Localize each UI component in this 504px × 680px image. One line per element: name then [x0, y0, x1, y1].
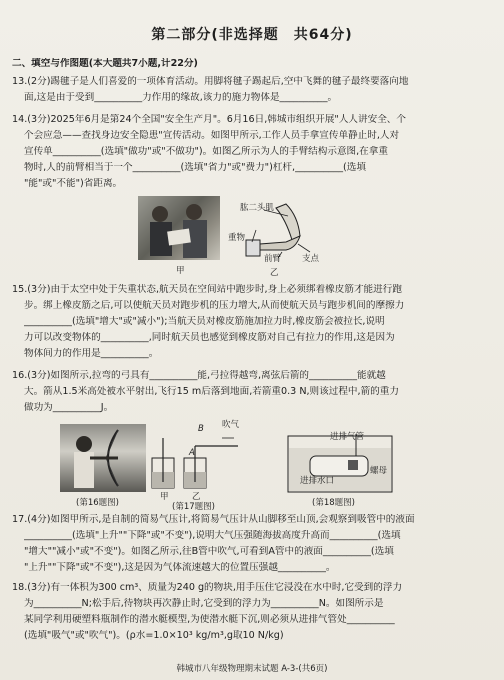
arm-label-biceps: 肱二头肌 — [240, 203, 275, 213]
bow-archer-icon — [60, 424, 146, 492]
fig17-label-yi: 乙 — [192, 492, 201, 502]
q16-line-1: 16.(3分)如图所示,拉弯的弓具有__________能,弓拉得越弯,离弦后箭的__________能就越 — [12, 370, 386, 381]
q14-line-3: 宣传单__________(选填"做功"或"不做功")。如图乙所示为人的手臂结构示意图,在拿重 — [24, 146, 388, 157]
q15-line-1: 15.(3分)由于太空中处于失重状态,航天员在空间站中跑步时,身上必须绑着橡皮筋才能进行跑 — [12, 284, 402, 295]
fig17-caption: (第17题图) — [172, 502, 215, 512]
q18-line-2: 为__________N;松手后,待物块再次静止时,它受到的浮力为__________N。如图所示是 — [24, 598, 384, 609]
q15-line-3: __________(选填"增大"或"减小");当航天员对橡皮筋施加拉力时,橡皮筋会被拉长,说明 — [24, 316, 385, 327]
q17-line-4: "上升""下降"或"不变"),这是因为气体流速越大的位置压强越__________。 — [24, 562, 336, 573]
q17-line-1: 17.(4分)如图甲所示,是自制的简易气压计,将简易气压计从山脚移至山顶,会观察到吸管中的液面 — [12, 514, 415, 525]
q15-line-5: 物体间力的作用是__________。 — [24, 348, 159, 359]
part-title: 第二部分(非选择题 共64分) — [151, 27, 353, 43]
q16-line-3: 做功为__________J。 — [24, 402, 114, 413]
q14-photo-jia — [138, 196, 220, 260]
arm-label-pivot: 支点 — [302, 254, 320, 264]
q18-line-1: 18.(3分)有一体积为300 cm³、质量为240 g的物块,用手压住它浸没在水中时,它受到的浮力 — [12, 582, 403, 593]
q14-line-4: 物时,人的前臂相当于一个__________(选填"省力"或"费力")杠杆,__________(选填 — [24, 162, 366, 173]
q14-line-2: 个会应急——查找身边安全隐患"宣传活动。如图甲所示,工作人员手拿宣传单静止时,人对 — [24, 130, 400, 141]
fig17-label-a: A — [189, 448, 195, 458]
arm-label-weight: 重物 — [228, 233, 246, 243]
fig18-label-air-pipe: 进排气管 — [330, 432, 365, 442]
fig17-diagram — [146, 424, 256, 494]
page-footer: 韩城市八年级物理期末试题 A-3-(共6页) — [176, 664, 328, 674]
q15-line-4: 力可以改变物体的__________,同时航天员也感觉到橡皮筋对自己有拉力的作用,这是因为 — [24, 332, 395, 343]
arm-label-forearm: 前臂 — [264, 254, 282, 264]
q15-line-2: 步。绑上橡皮筋之后,可以使航天员对跑步机的压力增大,从而使航天员与跑步机间的摩擦力 — [24, 300, 405, 311]
fig17-label-blow: 吹气 — [222, 420, 240, 430]
q16-line-2: 大。箭从1.5米高处被水平射出,飞行15 m后落到地面,若箭重0.3 N,则该过程中,箭的重力 — [24, 386, 399, 397]
fig18-label-water-inlet: 进排水口 — [300, 476, 335, 486]
section-heading: 二、填空与作图题(本大题共7小题,计22分) — [12, 58, 198, 69]
q18-line-3: 某同学利用硬塑料瓶制作的潜水艇模型,为使潜水艇下沉,则必须从进排气管处__________ — [24, 614, 395, 625]
archer-photo — [60, 424, 146, 492]
q17-line-3: "增大""减小"或"不变")。如图乙所示,往B管中吹气,可看到A管中的液面__________(选填 — [24, 546, 394, 557]
fig17-label-jia: 甲 — [160, 492, 169, 502]
fig17-label-b: B — [198, 424, 204, 434]
q13-line-2: 面,这是由于受到__________力作用的缘故,该力的施力物体是__________。 — [24, 92, 338, 103]
fig16-caption: (第16题图) — [76, 498, 119, 508]
people-photo-icon — [138, 196, 220, 260]
q14-line-5: "能"或"不能")省距离。 — [24, 178, 123, 189]
q14-line-1: 14.(3分)2025年6月是第24个全国"安全生产月"。6月16日,韩城市组织开展"人人讲安全、个 — [12, 114, 406, 125]
q17-line-2: __________(选填"上升""下降"或"不变"),说明大气压强随海拔高度升高而__________(选填 — [24, 530, 401, 541]
q14-fig-yi-label: 乙 — [270, 268, 279, 278]
q14-fig-jia-label: 甲 — [176, 266, 185, 276]
fig18-label-nut: 螺母 — [370, 466, 388, 476]
fig18-caption: (第18题图) — [312, 498, 355, 508]
q13-line-1: 13.(2分)踢毽子是人们喜爱的一项体育活动。用脚将毽子踢起后,空中飞舞的毽子最终要落向地 — [12, 76, 409, 87]
q18-line-4: (选填"吸气"或"吹气")。(ρ水=1.0×10³ kg/m³,g取10 N/kg) — [24, 630, 284, 641]
